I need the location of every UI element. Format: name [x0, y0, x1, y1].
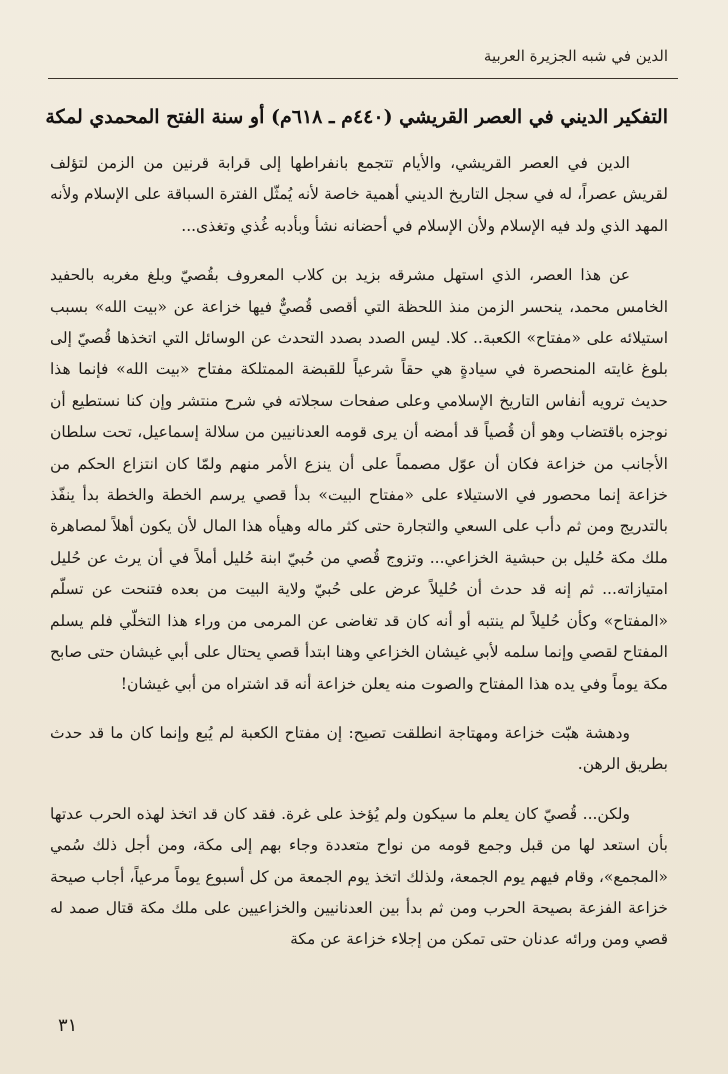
header-rule	[48, 78, 678, 79]
paragraph-2: عن هذا العصر، الذي استهل مشرقه بزيد بن كلاب المعروف بقُصيّ وبلغ مغربه بالحفيد الخامس محمد، ينحسر الزمن منذ اللحظة التي أقصى قُصيٌّ فيها خزاعة عن «بيت الله» بسبب استيلائه على «مفتاح» الكعبة.. كلا. ليس الصدد بصدد التحدث عن الوسائل التي اتخذها قُصيّ إلى بلوغ غايته المنحصرة في سيادةٍ هي حقاً شرعياً للقبضة الممتلكة مفتاح «بيت الله» فإنما هذا حديث ترويه أنفاس التاريخ الإسلامي وعلى صفحات سجلاته في شرح منتشر وإن كنا نستطيع أن نوجزه باقتضاب وهو أن قُصياً قد أمضه أن يرى قومه العدنانيين من سلالة إسماعيل، تحت سلطان الأجانب من خزاعة فكان أن عوّل مصمماً على أن ينزع الأمر منهم ولمّا كان انتزاع الحكم من خزاعة إنما محصور في الاستيلاء على «مفتاح البيت» بدأ قصي يرسم الخطة والخطة بدأ ينفّذ بالتدريج ومن ثم دأب على السعي والتجارة حتى كثر ماله وهيأه هذا المال لأن يكون أهلاً لمصاهرة ملك مكة حُليل بن حبشية الخزاعي... وتزوج قُصي من حُبيّ ابنة حُليل أملاً في أن يرث عن حُليل امتيازاته... ثم إنه قد حدث أن حُليلاً عرض على حُبيّ ولاية البيت من بعده فتنحت عن تسلّم «المفتاح» وكأن حُليلاً لم ينتبه أو أنه كان قد تغاضى عن المرمى من وراء هذا التخلّي فلم يسلم المفتاح لقصي وإنما سلمه لأبي غيشان الخزاعي وهنا ابتدأ قصي يحتال على أبي غيشان حتى صابح مكة يوماً وفي يده هذا المفتاح والصوت منه يعلن خزاعة أنه قد اشتراه من أبي غيشان!	[50, 266, 668, 693]
running-header: الدين في شبه الجزيرة العربية	[483, 47, 668, 65]
body-text	[50, 148, 668, 974]
page-number: ٣١	[58, 1015, 78, 1036]
paragraph-1: الدين في العصر القريشي، والأيام تتجمع بانفراطها إلى قرابة قرنين من الزمن لتؤلف لقريش عصراً، له في سجل التاريخ الديني أهمية خاصة لأنه يُمثّل الفترة السباقة على الإسلام ولأنه المهد الذي ولد فيه الإسلام ولأن الإسلام في أحضانه نشأ وبأدبه غُذي وتغذى...	[50, 154, 668, 235]
section-title: التفكير الديني في العصر القريشي (٤٤٠م ـ ٦١٨م) أو سنة الفتح المحمدي لمكة	[45, 106, 668, 128]
paragraph-4: ولكن... قُصيّ كان يعلم ما سيكون ولم يُؤخذ على غرة. فقد كان قد اتخذ لهذه الحرب عدتها بأن استعد لها من قبل وجمع قومه من نواح متعددة وجاء بهم إلى مكة، ومن أجل ذلك سُمي «المجمع»، وقام فيهم يوم الجمعة، ولذلك اتخذ يوم الجمعة من كل أسبوع يوماً مرعياً، أجاب صيحة خزاعة الفزعة بصيحة الحرب ومن ثم بدأ بين العدنانيين والخزاعيين على ملك مكة قتال صمد له قصي ومن ورائه عدنان حتى تمكن من إجلاء خزاعة عن مكة	[50, 804, 668, 949]
paragraph-3: ودهشة هبّت خزاعة ومهتاجة انطلقت تصيح: إن مفتاح الكعبة لم يُبع وإنما كان ما قد حدث بطريق الرهن.	[50, 723, 668, 774]
